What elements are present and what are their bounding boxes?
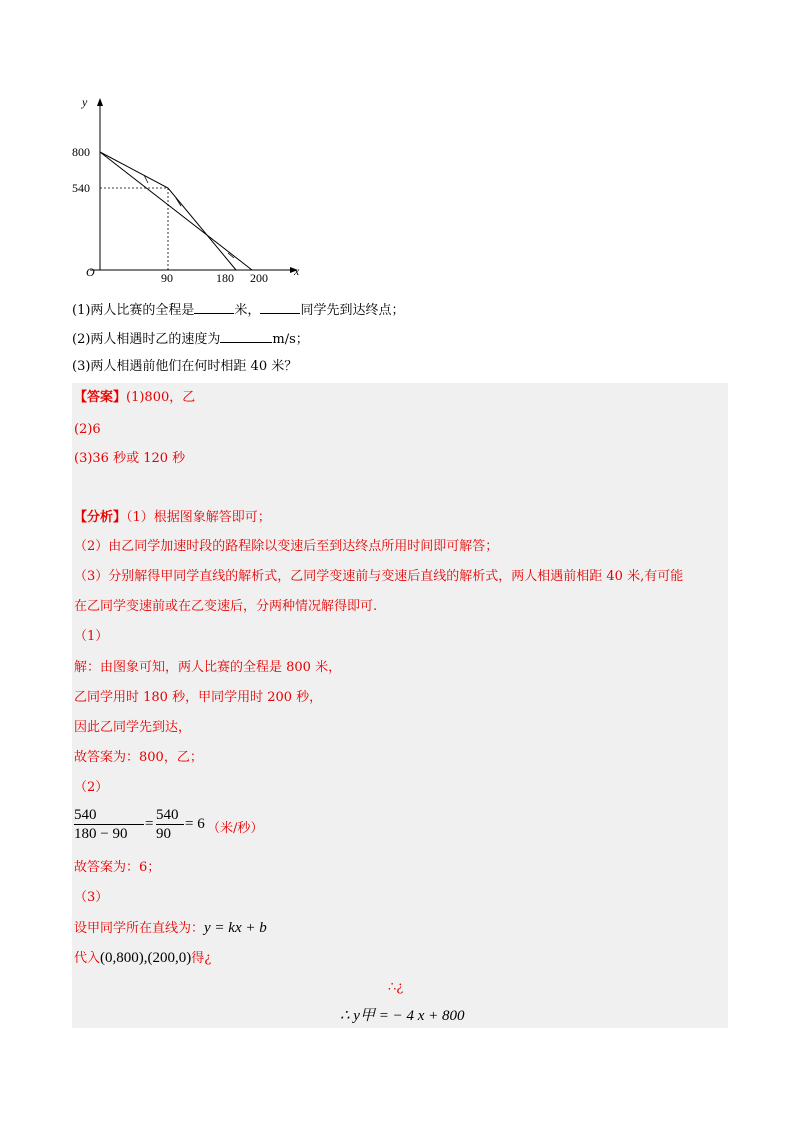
solution-7	[74, 948, 211, 969]
line-jia	[100, 152, 252, 270]
y-tick-540: 540	[72, 181, 90, 195]
q1-blank-2[interactable]	[260, 299, 300, 314]
origin-label: O	[86, 265, 95, 279]
analysis-line-1	[74, 508, 271, 528]
x-axis-label: x	[294, 264, 300, 278]
answer-2: (2)6	[74, 422, 101, 437]
q1-text-a: (1)两人比赛的全程是	[72, 303, 195, 318]
answer-3: (3)36 秒或 120 秒	[74, 451, 186, 466]
y-axis-label: y	[82, 95, 88, 109]
fraction-result: = 6	[185, 816, 205, 832]
therefore-1: ∴¿	[388, 980, 404, 995]
fraction-1-denominator: 180 − 90	[74, 826, 128, 842]
solution-7-tail: 得¿	[191, 951, 212, 966]
solution-6-text: 设甲同学所在直线为：	[74, 921, 205, 936]
solution-2: 乙同学用时 180 秒，甲同学用时 200 秒，	[74, 690, 323, 705]
fraction-unit: （米/秒）	[207, 821, 264, 836]
y-axis-arrow	[97, 98, 103, 106]
answer-tag: 【答案】	[74, 390, 127, 405]
q1-text-c: 同学先到达终点；	[300, 303, 405, 318]
q2-text-b: m/s；	[272, 332, 309, 347]
fraction-2-denominator: 90	[156, 826, 171, 842]
q1-text-b: 米，	[234, 303, 261, 318]
equation-line: y = kx + b	[204, 920, 267, 936]
question-3: (3)两人相遇前他们在何时相距 40 米？	[72, 359, 298, 374]
solution-5: 故答案为：6；	[74, 860, 161, 875]
points: (0,800),(200,0)	[100, 950, 192, 966]
y-tick-800: 800	[72, 145, 90, 159]
q1-blank-1[interactable]	[194, 299, 234, 314]
therefore-2	[340, 1006, 464, 1027]
solution-4: 故答案为：800，乙；	[74, 750, 203, 765]
fraction-2-numerator: 540	[156, 807, 179, 823]
solution-6	[74, 918, 267, 939]
analysis-3: （3）分别解得甲同学直线的解析式，乙同学变速前与变速后直线的解析式，两人相遇前相距 40 米,有可能	[74, 569, 684, 584]
answer-1: (1)800，乙	[126, 390, 196, 405]
distance-time-graph	[60, 90, 320, 285]
part-1-label: （1）	[74, 629, 109, 644]
part-2-label: （2）	[74, 780, 109, 795]
equals-sign: =	[145, 816, 154, 832]
part-3-label: （3）	[74, 890, 109, 905]
x-tick-90: 90	[161, 271, 173, 285]
x-tick-180: 180	[216, 271, 234, 285]
solution-7-text: 代入	[74, 951, 101, 966]
fraction-1-numerator: 540	[74, 807, 97, 823]
analysis-4: 在乙同学变速前或在乙变速后，分两种情况解得即可.	[74, 599, 378, 614]
answer-line-1	[74, 388, 195, 408]
solution-1: 解：由图象可知，两人比赛的全程是 800 米，	[74, 660, 342, 675]
solution-3: 因此乙同学先到达，	[74, 720, 192, 735]
x-tick-200: 200	[250, 271, 268, 285]
fraction-1	[74, 806, 144, 843]
q2-text-a: (2)两人相遇时乙的速度为	[72, 332, 221, 347]
q2-blank[interactable]	[220, 328, 272, 343]
question-2	[72, 328, 309, 350]
analysis-2: （2）由乙同学加速时段的路程除以变速后至到达终点所用时间即可解答；	[74, 539, 499, 554]
final-equation: ∴ y甲 = − 4 x + 800	[340, 1008, 465, 1024]
analysis-tag: 【分析】	[74, 510, 127, 525]
fraction-2	[156, 806, 184, 843]
analysis-1: （1）根据图象解答即可；	[126, 510, 271, 525]
question-1	[72, 299, 404, 321]
